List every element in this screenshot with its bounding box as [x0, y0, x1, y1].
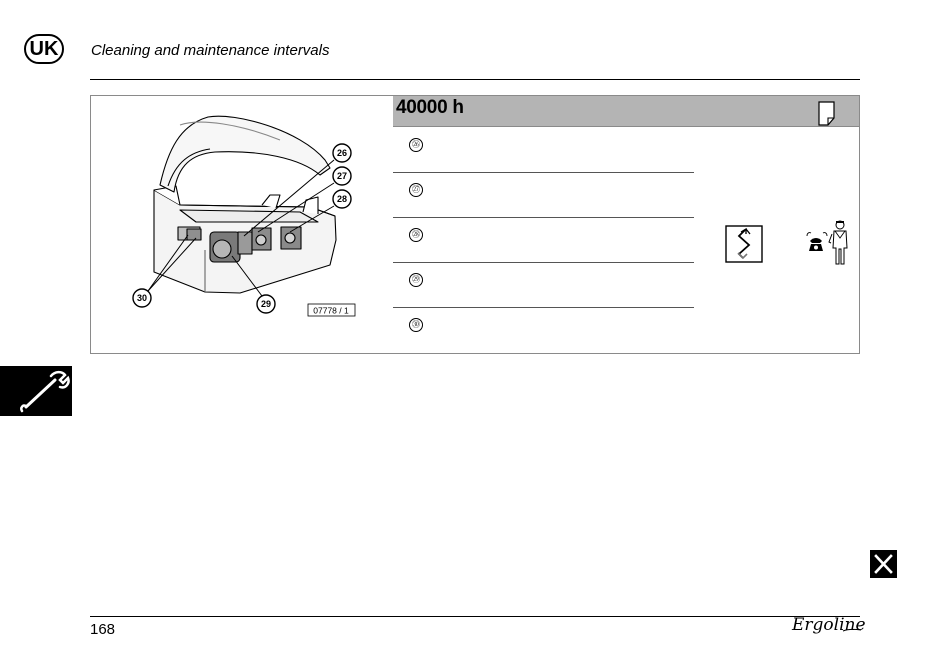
wrench-icon	[0, 366, 72, 416]
maintenance-tab[interactable]	[0, 366, 72, 416]
page-title: Cleaning and maintenance intervals	[91, 42, 330, 59]
callout-27: 27	[336, 171, 348, 181]
call-technician-icon	[806, 218, 854, 266]
close-icon	[870, 550, 897, 578]
page-number: 168	[90, 621, 116, 638]
brand-underline	[842, 627, 862, 633]
figure-code: 07778 / 1	[313, 305, 349, 316]
table-row	[393, 128, 694, 173]
document-note-icon	[818, 101, 835, 126]
item-number: ㉚	[409, 318, 423, 332]
interval-heading: 40000 h	[396, 97, 464, 118]
item-number: ㉙	[409, 273, 423, 287]
callout-26: 26	[336, 148, 348, 158]
item-number: ㉖	[409, 138, 423, 152]
table-row	[393, 218, 694, 263]
close-button[interactable]	[870, 550, 897, 578]
replace-part-icon	[725, 225, 763, 263]
language-badge: UK	[24, 34, 64, 64]
item-number: ㉘	[409, 228, 423, 242]
footer-divider	[90, 616, 860, 617]
item-number: ㉗	[409, 183, 423, 197]
brand-logo: Ergoline	[792, 615, 866, 635]
table-row	[393, 173, 694, 218]
table-row	[393, 308, 694, 353]
callout-29: 29	[260, 299, 272, 309]
callout-30: 30	[136, 293, 148, 303]
table-row	[393, 263, 694, 308]
callout-28: 28	[336, 194, 348, 204]
